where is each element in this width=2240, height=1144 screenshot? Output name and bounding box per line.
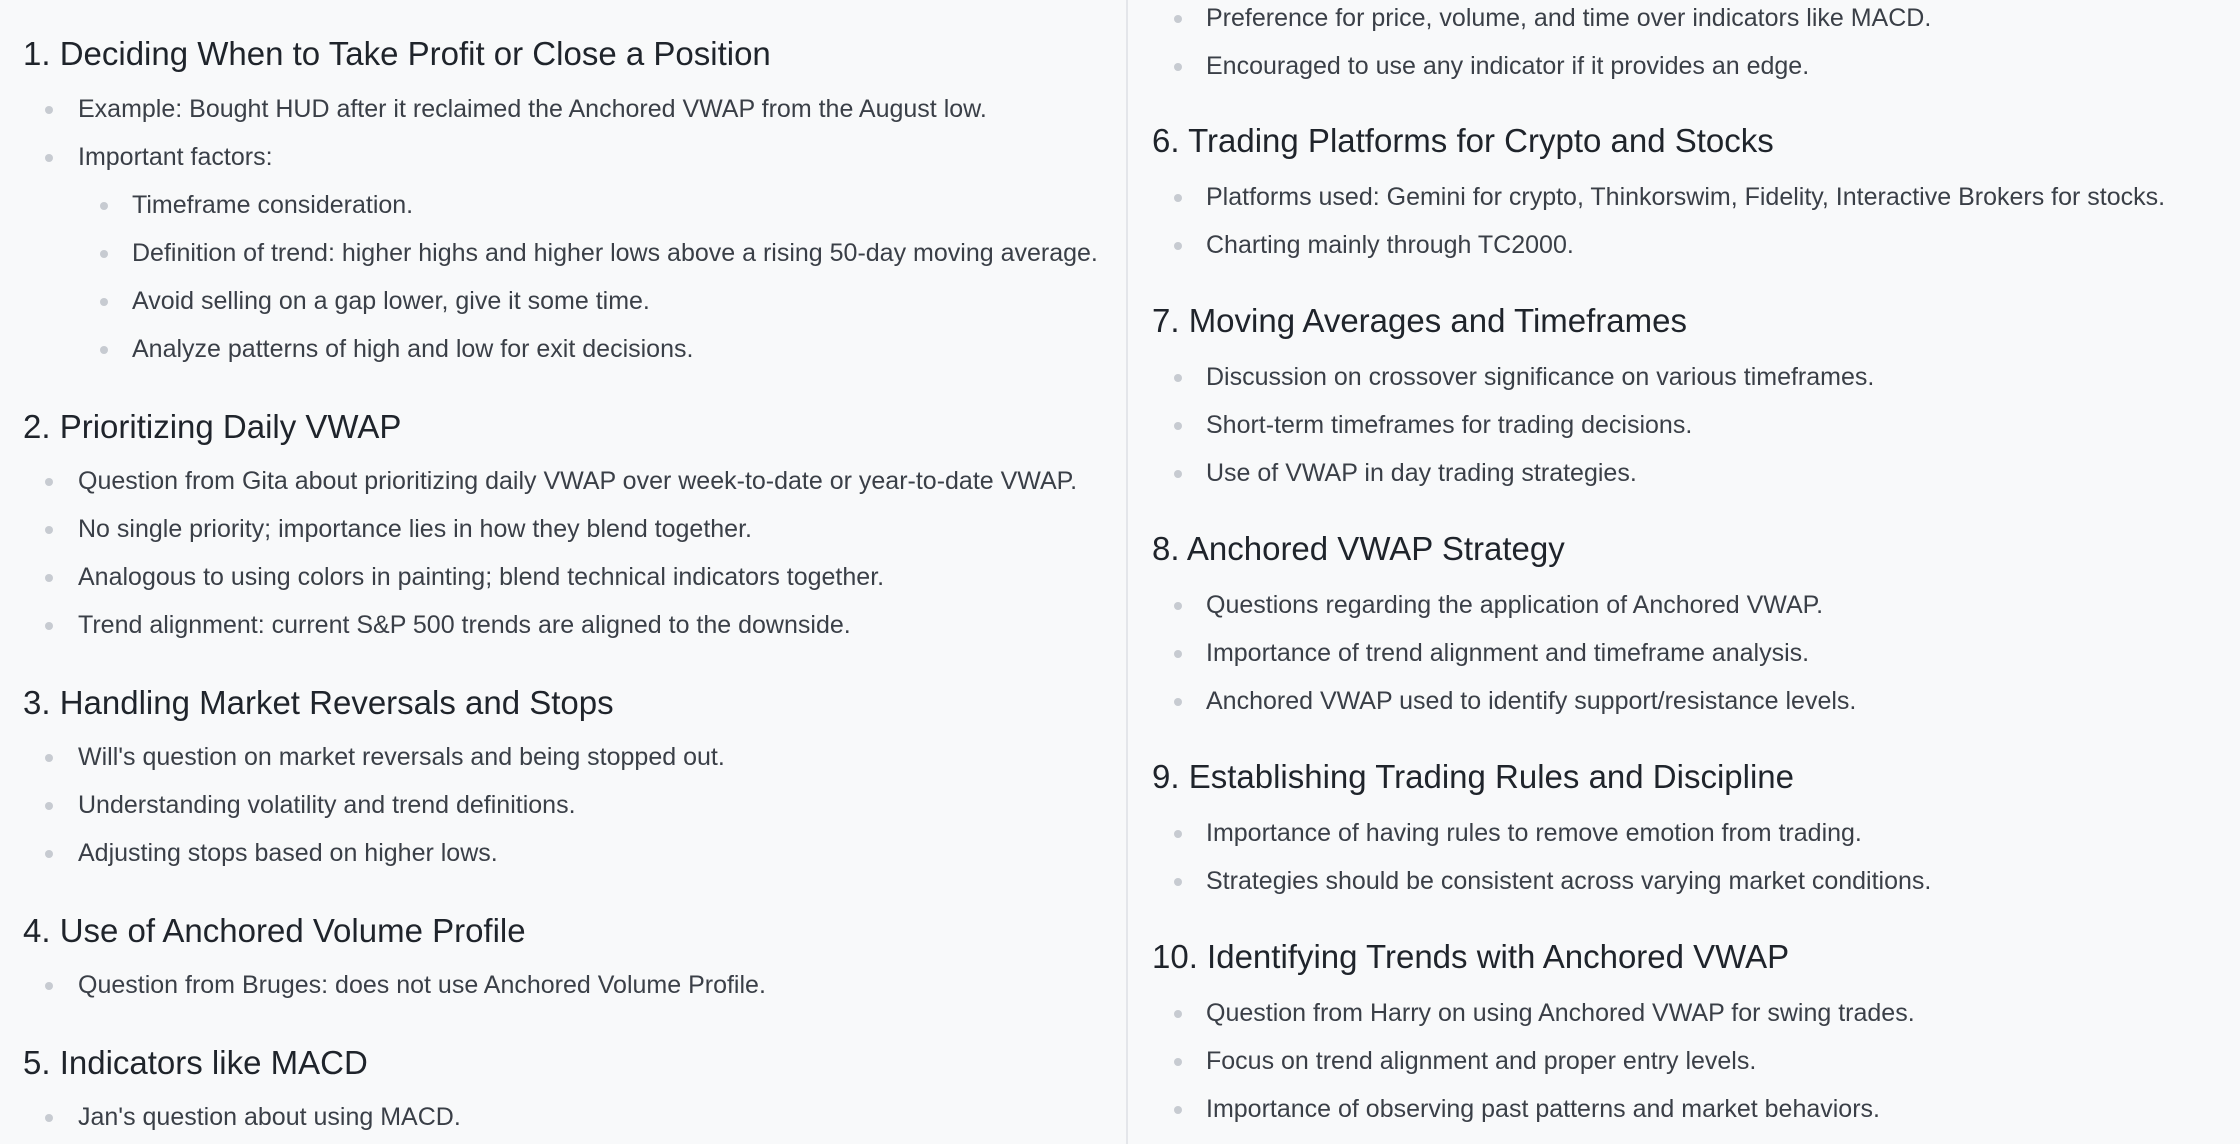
bullet-icon [1174,422,1182,430]
list-item: Adjusting stops based on higher lows. [78,839,498,867]
bullet-icon [45,850,53,858]
list-item: Importance of having rules to remove emotion from trading. [1206,819,1862,847]
list-item: Question from Harry on using Anchored VWAP for swing trades. [1206,999,1915,1027]
list-item: Example: Bought HUD after it reclaimed the Anchored VWAP from the August low. [78,95,987,123]
section-heading-8: 8. Anchored VWAP Strategy [1152,530,1565,567]
bullet-icon [1174,242,1182,250]
bullet-icon [1174,194,1182,202]
sub-list-item: Timeframe consideration. [132,191,414,219]
section-heading-7: 7. Moving Averages and Timeframes [1152,302,1687,339]
section-heading-2: 2. Prioritizing Daily VWAP [23,408,402,445]
list-item: Discussion on crossover significance on various timeframes. [1206,363,1875,391]
bullet-icon [45,106,53,114]
bullet-icon [1174,1010,1182,1018]
bullet-icon [1174,830,1182,838]
bullet-icon [45,1114,53,1122]
bullet-icon [1174,1058,1182,1066]
bullet-icon [100,298,108,306]
bullet-icon [45,478,53,486]
list-item: Important factors: [78,143,273,171]
bullet-icon [100,346,108,354]
sub-list-item: Avoid selling on a gap lower, give it some time. [132,287,650,315]
list-item: Question from Gita about prioritizing daily VWAP over week-to-date or year-to-date VWAP. [78,467,1078,495]
list-item: Understanding volatility and trend definitions. [78,791,576,819]
bullet-icon [45,154,53,162]
list-item: Trend alignment: current S&P 500 trends are aligned to the downside. [78,611,851,639]
section-heading-1: 1. Deciding When to Take Profit or Close a Position [23,35,771,72]
list-item: Focus on trend alignment and proper entry levels. [1206,1047,1757,1075]
list-item: Importance of trend alignment and timeframe analysis. [1206,639,1810,667]
section-heading-9: 9. Establishing Trading Rules and Discipline [1152,758,1795,795]
bullet-icon [45,574,53,582]
list-item: No single priority; importance lies in how they blend together. [78,515,752,543]
section-heading-4: 4. Use of Anchored Volume Profile [23,912,526,949]
bullet-icon [100,250,108,258]
bullet-icon [1174,602,1182,610]
section-heading-3: 3. Handling Market Reversals and Stops [23,684,614,721]
list-item: Question from Bruges: does not use Anchored Volume Profile. [78,971,766,999]
section-heading-6: 6. Trading Platforms for Crypto and Stocks [1152,122,1774,159]
list-item: Analogous to using colors in painting; blend technical indicators together. [78,563,885,591]
list-item: Anchored VWAP used to identify support/resistance levels. [1206,687,1857,715]
list-item: Short-term timeframes for trading decisions. [1206,411,1693,439]
sub-list-item: Definition of trend: higher highs and higher lows above a rising 50-day moving average. [132,239,1098,267]
bullet-icon [45,754,53,762]
list-item: Will's question on market reversals and being stopped out. [78,743,725,771]
bullet-icon [45,526,53,534]
bullet-icon [1174,374,1182,382]
list-item: Charting mainly through TC2000. [1206,231,1574,259]
bullet-icon [45,802,53,810]
bullet-icon [1174,1106,1182,1114]
bullet-icon [100,202,108,210]
list-item: Strategies should be consistent across varying market conditions. [1206,867,1932,895]
list-item: Preference for price, volume, and time over indicators like MACD. [1206,4,1932,32]
sub-list-item: Analyze patterns of high and low for exit decisions. [132,335,694,363]
bullet-icon [1174,63,1182,71]
bullet-icon [1174,470,1182,478]
section-heading-10: 10. Identifying Trends with Anchored VWAP [1152,938,1790,975]
bullet-icon [1174,878,1182,886]
list-item: Importance of observing past patterns and market behaviors. [1206,1095,1880,1123]
section-heading-5: 5. Indicators like MACD [23,1044,368,1081]
bullet-icon [45,982,53,990]
list-item: Questions regarding the application of Anchored VWAP. [1206,591,1824,619]
bullet-icon [1174,698,1182,706]
bullet-icon [1174,650,1182,658]
list-item: Use of VWAP in day trading strategies. [1206,459,1637,487]
list-item: Platforms used: Gemini for crypto, Thinkorswim, Fidelity, Interactive Brokers for stocks. [1206,183,2166,211]
list-item: Jan's question about using MACD. [78,1103,461,1131]
list-item: Encouraged to use any indicator if it provides an edge. [1206,52,1810,80]
bullet-icon [45,622,53,630]
bullet-icon [1174,15,1182,23]
right-column [1128,0,2240,1144]
